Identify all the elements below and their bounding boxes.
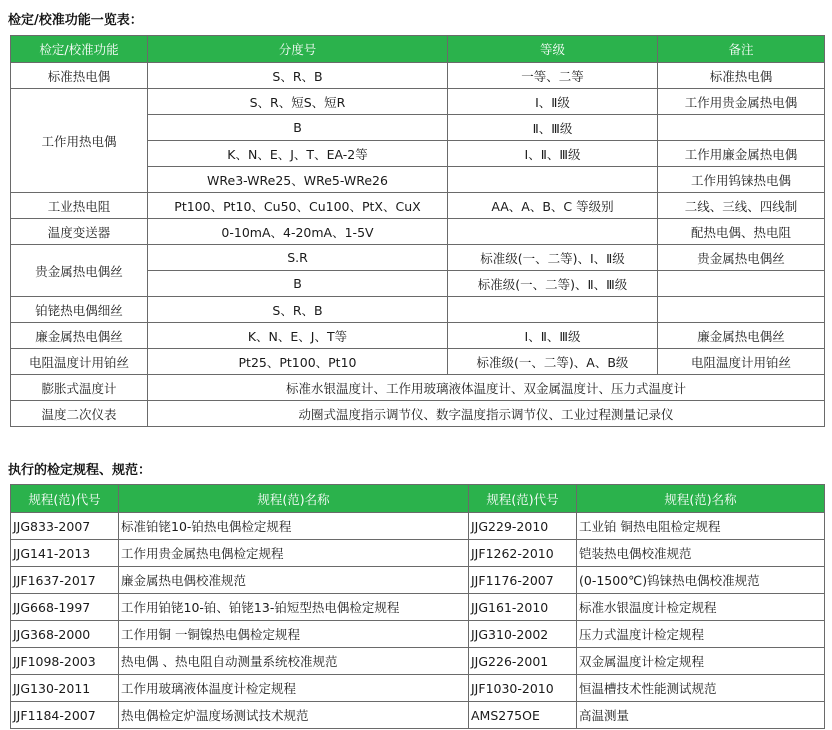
table-row: [11, 245, 825, 271]
grade-cell: 标准级(一、二等)、Ⅰ、Ⅱ级: [448, 245, 658, 271]
table-row: [11, 323, 825, 349]
name-cell: (0-1500℃)钨铼热电偶校准规范: [577, 567, 825, 594]
function-cell: 廉金属热电偶丝: [11, 323, 148, 349]
graduation-cell: B: [148, 271, 448, 297]
graduation-cell: 0-10mA、4-20mA、1-5V: [148, 219, 448, 245]
grade-cell: Ⅱ、Ⅲ级: [448, 115, 658, 141]
function-cell: 工业热电阻: [11, 193, 148, 219]
table-row: [11, 702, 825, 729]
table-row: [11, 349, 825, 375]
table-row: [11, 594, 825, 621]
table-row: [11, 63, 825, 89]
function-cell: 温度变送器: [11, 219, 148, 245]
grade-cell: [448, 297, 658, 323]
table-row: [11, 648, 825, 675]
code-cell: JJF1030-2010: [469, 675, 577, 702]
function-table: [10, 35, 825, 427]
name-cell: 标准水银温度计检定规程: [577, 594, 825, 621]
name-cell: 工业铂 铜热电阻检定规程: [577, 513, 825, 540]
graduation-cell: Pt100、Pt10、Cu50、Cu100、PtX、CuX: [148, 193, 448, 219]
code-cell: JJG130-2011: [11, 675, 119, 702]
header-grade: 等级: [448, 36, 658, 63]
standards-table-header: [11, 485, 825, 513]
remark-cell: [658, 271, 825, 297]
table-row: [11, 219, 825, 245]
code-cell: AMS275OE: [469, 702, 577, 729]
table-row: [11, 297, 825, 323]
code-cell: JJG161-2010: [469, 594, 577, 621]
code-cell: JJF1176-2007: [469, 567, 577, 594]
function-cell: 工作用热电偶: [11, 89, 148, 193]
header-graduation: 分度号: [148, 36, 448, 63]
header-function: 检定/校准功能: [11, 36, 148, 63]
remark-cell: 贵金属热电偶丝: [658, 245, 825, 271]
name-cell: 工作用铜 一铜镍热电偶检定规程: [119, 621, 469, 648]
table-row: [11, 375, 825, 401]
table-row: [11, 513, 825, 540]
grade-cell: Ⅰ、Ⅱ、Ⅲ级: [448, 141, 658, 167]
grade-cell: Ⅰ、Ⅱ、Ⅲ级: [448, 323, 658, 349]
function-cell: 贵金属热电偶丝: [11, 245, 148, 297]
function-table-header: [11, 36, 825, 63]
code-cell: JJG229-2010: [469, 513, 577, 540]
table-row: [11, 567, 825, 594]
remark-cell: [658, 297, 825, 323]
code-cell: JJF1098-2003: [11, 648, 119, 675]
function-cell: 温度二次仪表: [11, 401, 148, 427]
header-remark: 备注: [658, 36, 825, 63]
graduation-cell: S.R: [148, 245, 448, 271]
name-cell: 双金属温度计检定规程: [577, 648, 825, 675]
graduation-cell: S、R、B: [148, 63, 448, 89]
table-row: [11, 540, 825, 567]
grade-cell: 标准级(一、二等)、Ⅱ、Ⅲ级: [448, 271, 658, 297]
name-cell: 高温测量: [577, 702, 825, 729]
name-cell: 工作用铂铑10-铂、铂铑13-铂短型热电偶检定规程: [119, 594, 469, 621]
graduation-cell: S、R、短S、短R: [148, 89, 448, 115]
code-cell: JJG141-2013: [11, 540, 119, 567]
grade-cell: Ⅰ、Ⅱ级: [448, 89, 658, 115]
graduation-cell: B: [148, 115, 448, 141]
remark-cell: 廉金属热电偶丝: [658, 323, 825, 349]
table-row: [11, 89, 825, 115]
code-cell: JJG668-1997: [11, 594, 119, 621]
graduation-cell: WRe3-WRe25、WRe5-WRe26: [148, 167, 448, 193]
name-cell: 廉金属热电偶校准规范: [119, 567, 469, 594]
grade-cell: 标准级(一、二等)、A、B级: [448, 349, 658, 375]
grade-cell: AA、A、B、C 等级别: [448, 193, 658, 219]
name-cell: 工作用玻璃液体温度计检定规程: [119, 675, 469, 702]
remark-cell: 工作用钨铼热电偶: [658, 167, 825, 193]
code-cell: JJG833-2007: [11, 513, 119, 540]
standards-table: [10, 484, 825, 729]
table-row: [11, 621, 825, 648]
table-row: [11, 675, 825, 702]
section1-title: 检定/校准功能一览表：: [8, 13, 143, 28]
header-name: 规程(范)名称: [119, 485, 469, 513]
name-cell: 热电偶 、热电阻自动测量系统校准规范: [119, 648, 469, 675]
graduation-cell: K、N、E、J、T等: [148, 323, 448, 349]
code-cell: JJF1637-2017: [11, 567, 119, 594]
name-cell: 铠装热电偶校准规范: [577, 540, 825, 567]
merged-description-cell: 动圈式温度指示调节仪、数字温度指示调节仪、工业过程测量记录仪: [148, 401, 825, 427]
function-cell: 膨胀式温度计: [11, 375, 148, 401]
table-row: [11, 401, 825, 427]
header-code: 规程(范)代号: [11, 485, 119, 513]
section2-title: 执行的检定规程、规范：: [8, 463, 152, 478]
function-cell: 电阻温度计用铂丝: [11, 349, 148, 375]
name-cell: 压力式温度计检定规程: [577, 621, 825, 648]
remark-cell: 工作用廉金属热电偶: [658, 141, 825, 167]
name-cell: 恒温槽技术性能测试规范: [577, 675, 825, 702]
grade-cell: [448, 219, 658, 245]
remark-cell: 二线、三线、四线制: [658, 193, 825, 219]
remark-cell: [658, 115, 825, 141]
header-code: 规程(范)代号: [469, 485, 577, 513]
remark-cell: 工作用贵金属热电偶: [658, 89, 825, 115]
code-cell: JJG310-2002: [469, 621, 577, 648]
name-cell: 标准铂铑10-铂热电偶检定规程: [119, 513, 469, 540]
code-cell: JJF1184-2007: [11, 702, 119, 729]
grade-cell: [448, 167, 658, 193]
remark-cell: 标准热电偶: [658, 63, 825, 89]
graduation-cell: S、R、B: [148, 297, 448, 323]
grade-cell: 一等、二等: [448, 63, 658, 89]
function-cell: 标准热电偶: [11, 63, 148, 89]
name-cell: 工作用贵金属热电偶检定规程: [119, 540, 469, 567]
table-row: [11, 193, 825, 219]
code-cell: JJG226-2001: [469, 648, 577, 675]
code-cell: JJG368-2000: [11, 621, 119, 648]
graduation-cell: Pt25、Pt100、Pt10: [148, 349, 448, 375]
header-name: 规程(范)名称: [577, 485, 825, 513]
merged-description-cell: 标准水银温度计、工作用玻璃液体温度计、双金属温度计、压力式温度计: [148, 375, 825, 401]
code-cell: JJF1262-2010: [469, 540, 577, 567]
remark-cell: 电阻温度计用铂丝: [658, 349, 825, 375]
function-cell: 铂铑热电偶细丝: [11, 297, 148, 323]
name-cell: 热电偶检定炉温度场测试技术规范: [119, 702, 469, 729]
remark-cell: 配热电偶、热电阻: [658, 219, 825, 245]
graduation-cell: K、N、E、J、T、EA-2等: [148, 141, 448, 167]
